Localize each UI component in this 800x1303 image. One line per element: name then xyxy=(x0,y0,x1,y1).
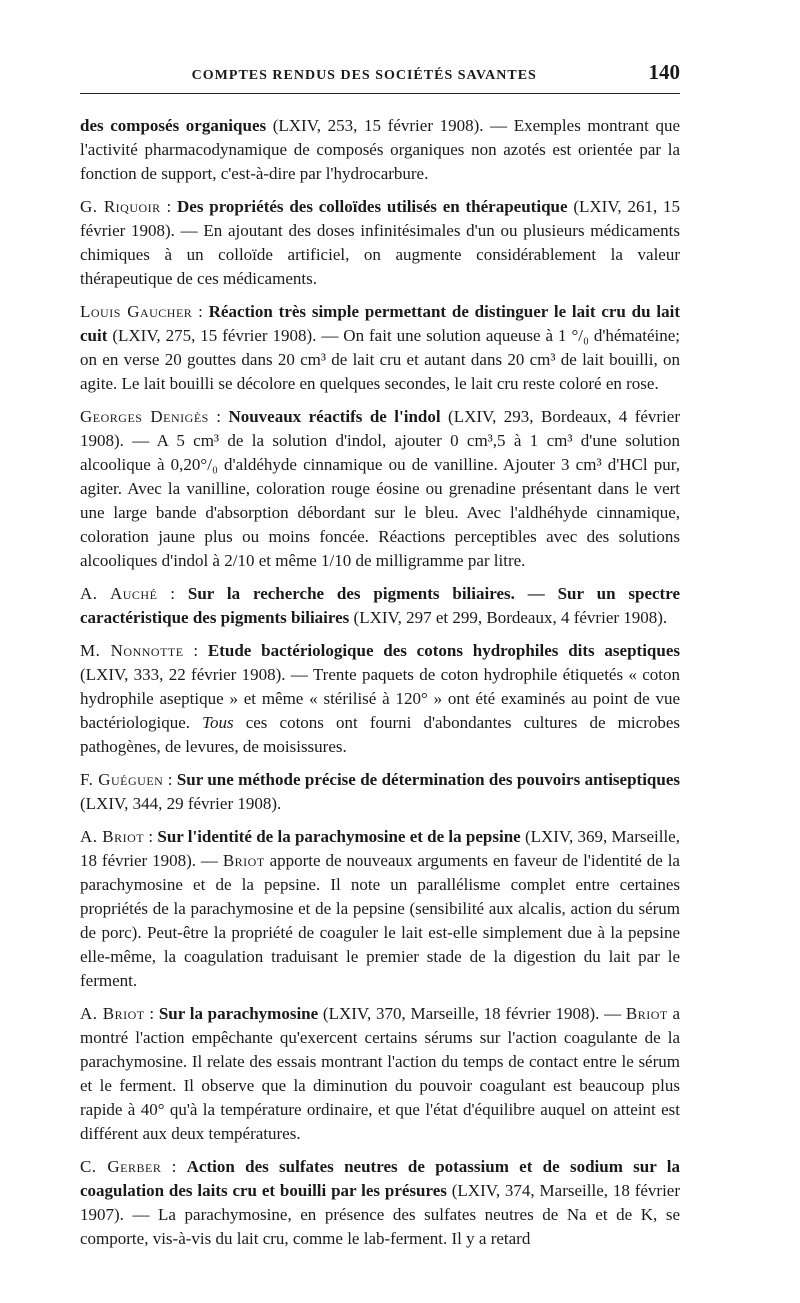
entry-gueguen: F. Guéguen : Sur une méthode précise de détermination des pouvoirs antiseptiques (LXIV, 344, 29 février 1908). xyxy=(80,770,680,813)
entry-title: des composés organiques xyxy=(80,116,267,135)
entry-title: Sur une méthode précise de détermination des pouvoirs antiseptiques xyxy=(176,770,680,789)
entry-title: Etude bactériologique des cotons hydrophiles dits aseptiques xyxy=(207,641,681,660)
entry-text: (LXIV, 374, Marseille, 18 février 1907). — La parachymosine, en présence des sulfates neutres de Na et de K, se comporte, vis-à-vis du lait cru, comme le lab-ferment. Il y a retard xyxy=(80,1181,680,1248)
entry-auche: A. Auché : Sur la recherche des pigments biliaires. — Sur un spectre caractéristique des pigments biliaires (LXIV, 297 et 299, Bordeaux, 4 février 1908). xyxy=(80,584,680,627)
running-title: COMPTES RENDUS DES SOCIÉTÉS SAVANTES xyxy=(191,68,537,83)
entry-text: (LXIV, 333, 22 février 1908). — Trente paquets de coton hydrophile étiquetés « coton hydrophile aseptique » et même « stérilisé à 120° » ont été examinés au point de vue bactériologique. xyxy=(80,665,680,732)
entry-title: Sur la parachymosine xyxy=(158,1004,319,1023)
page-number: 140 xyxy=(648,60,680,84)
entry-author: Georges Denigès xyxy=(80,407,209,426)
entry-title: Des propriétés des colloïdes utilisés en thérapeutique xyxy=(177,197,568,216)
entry-text: (LXIV, 344, 29 février 1908). xyxy=(80,794,282,813)
entry-title: Action des sulfates neutres de potassium et de sodium sur la coagulation des laits cru et bouilli par les présures xyxy=(80,1157,680,1200)
entry-briot-2: A. Briot : Sur la parachymosine (LXIV, 370, Marseille, 18 février 1908). — Briot a montré l'action empêchante qu'exercent certains sérums sur l'action coagulante de la parachymosine. Il relate des essais montrant l'action du temps de contact entre le sérum et le ferment. Il observe que la diminution du pouvoir coagulant est beaucoup plus rapide à 40° qu'à la température ordinaire, et que l'état d'équilibre auquel on atteint est différent aux deux températures. xyxy=(80,1004,680,1143)
entry-text: (LXIV, 297 et 299, Bordeaux, 4 février 1908). xyxy=(349,608,668,627)
running-header xyxy=(80,60,680,94)
entry-author: A. Auché xyxy=(80,584,158,603)
document-page xyxy=(80,60,680,1260)
entry-author: F. Guéguen xyxy=(80,770,164,789)
entry-author: C. Gerber xyxy=(80,1157,162,1176)
entry-italic: Tous xyxy=(202,713,234,732)
entry-text: (LXIV, 369, Marseille, 18 février 1908). — xyxy=(80,827,680,870)
entry-text-after: ces cotons ont fourni d'abondantes cultures de microbes pathogènes, de levures, de moisissures. xyxy=(80,713,680,756)
entry-author: A. Briot xyxy=(80,1004,145,1023)
entry-author: Louis Gaucher xyxy=(80,302,193,321)
entry-riquoir: G. Riquoir : Des propriétés des colloïdes utilisés en thérapeutique (LXIV, 261, 15 février 1908). — En ajoutant des doses infinitésimales d'un ou plusieurs médicaments chimiques à un colloïde artificiel, on augmente considérablement la valeur thérapeutique de ces médicaments. xyxy=(80,197,680,288)
entry-text-after: a montré l'action empêchante qu'exercent certains sérums sur l'action coagulante de la parachymosine. Il relate des essais montrant l'action du temps de contact entre le sérum et le ferment. Il observe que la diminution du pouvoir coagulant est beaucoup plus rapide à 40° qu'à la température ordinaire, et que l'état d'équilibre auquel on atteint est différent aux deux températures. xyxy=(80,1004,680,1143)
entry-briot-1: A. Briot : Sur l'identité de la parachymosine et de la pepsine (LXIV, 369, Marseille, 18 février 1908). — Briot apporte de nouveaux arguments en faveur de l'identité de la parachymosine et de la pepsine. Il note un parallélisme complet entre certaines propriétés de la parachymosine et de la pepsine (sensibilité aux alcalis, action du sérum de porc). Peut-être la propriété de coaguler le lait est-elle simplement due à la pepsine elle-même, la coagulation traduisant le premier stade de la digestion du lait par le ferment. xyxy=(80,827,680,990)
entry-gerber: C. Gerber : Action des sulfates neutres de potassium et de sodium sur la coagulation des laits cru et bouilli par les présures (LXIV, 374, Marseille, 18 février 1907). — La parachymosine, en présence des sulfates neutres de Na et de K, se comporte, vis-à-vis du lait cru, comme le lab-ferment. Il y a retard xyxy=(80,1157,680,1248)
entry-deniges: Georges Denigès : Nouveaux réactifs de l'indol (LXIV, 293, Bordeaux, 4 février 1908). — A 5 cm³ de la solution d'indol, ajouter 0 cm³,5 à 1 cm³ d'une solution alcoolique à 0,20°/₀ d'aldéhyde cinnamique ou de vanilline. Ajouter 3 cm³ d'HCl pur, agiter. Avec la vanilline, coloration rouge éosine ou grenadine présentant dans le vert une large bande d'absorption débordant sur le bleu. Avec l'aldhéhyde cinnamique, coloration jaune plus ou moins foncée. Réactions perceptibles avec des solutions alcooliques d'indol à 2/10 et même 1/10 de milligramme par litre. xyxy=(80,407,680,570)
entry-author: M. Nonnotte xyxy=(80,641,184,660)
entry-title: Sur l'identité de la parachymosine et de la pepsine xyxy=(157,827,521,846)
entry-text-after: apporte de nouveaux arguments en faveur de l'identité de la parachymosine et de la pepsine. Il note un parallélisme complet entre certaines propriétés de la parachymosine et de la pepsine (sensibilité aux alcalis, action du sérum de porc). Peut-être la propriété de coaguler le lait est-elle simplement due à la pepsine elle-même, la coagulation traduisant le premier stade de la digestion du lait par le ferment. xyxy=(80,851,680,990)
entry-author: A. Briot xyxy=(80,827,145,846)
entry-author: G. Riquoir xyxy=(80,197,161,216)
entry-title: Sur la recherche des pigments biliaires. — Sur un spectre caractéristique des pigments biliaires xyxy=(80,584,680,627)
entry-gaucher: Louis Gaucher : Réaction très simple permettant de distinguer le lait cru du lait cuit (LXIV, 275, 15 février 1908). — On fait une solution aqueuse à 1 °/₀ d'hématéine; on en verse 20 gouttes dans 20 cm³ de lait cru et autant dans 20 cm³ de lait bouilli, on agite. Le lait bouilli se décolore en quelques secondes, le lait cru reste coloré en rose. xyxy=(80,302,681,393)
entry-author-ref: Briot xyxy=(625,1004,668,1023)
entry-text: (LXIV, 261, 15 février 1908). — En ajoutant des doses infinitésimales d'un ou plusieurs médicaments chimiques à un colloïde artificiel, on augmente considérablement la valeur thérapeutique de ces médicaments. xyxy=(80,197,680,288)
entry-nonnotte: M. Nonnotte : Etude bactériologique des cotons hydrophiles dits aseptiques (LXIV, 333, 22 février 1908). — Trente paquets de coton hydrophile étiquetés « coton hydrophile aseptique » et même « stérilisé à 120° » ont été examinés au point de vue bactériologique. Tous ces cotons ont fourni d'abondantes cultures de microbes pathogènes, de levures, de moisissures. xyxy=(80,641,681,756)
entry-text: (LXIV, 275, 15 février 1908). — On fait une solution aqueuse à 1 °/₀ d'hématéine; on en verse 20 gouttes dans 20 cm³ de lait cru et autant dans 20 cm³ de lait bouilli, on agite. Le lait bouilli se décolore en quelques secondes, le lait cru reste coloré en rose. xyxy=(80,326,680,393)
entry-title: Réaction très simple permettant de distinguer le lait cru du lait cuit xyxy=(80,302,681,345)
entry-text: (LXIV, 370, Marseille, 18 février 1908). — xyxy=(318,1004,626,1023)
entry-author-ref: Briot xyxy=(222,851,265,870)
entry-text: (LXIV, 253, 15 février 1908). — Exemples montrant que l'activité pharmacodynamique de composés organiques non azotés est orientée par la fonction de support, c'est-à-dire par l'hydrocarbure. xyxy=(80,116,680,183)
entry-title: Nouveaux réactifs de l'indol xyxy=(228,407,441,426)
paragraph-continuation xyxy=(80,114,680,186)
entry-text: (LXIV, 293, Bordeaux, 4 février 1908). — A 5 cm³ de la solution d'indol, ajouter 0 cm³,5 à 1 cm³ d'une solution alcoolique à 0,20°/₀ d'aldéhyde cinnamique ou de vanilline. Ajouter 3 cm³ d'HCl pur, agiter. Avec la vanilline, coloration rouge éosine ou grenadine présentant dans le vert une large bande d'absorption débordant sur le bleu. Avec l'aldhéhyde cinnamique, coloration jaune plus ou moins foncée. Réactions perceptibles avec des solutions alcooliques d'indol à 2/10 et même 1/10 de milligramme par litre. xyxy=(80,407,680,570)
